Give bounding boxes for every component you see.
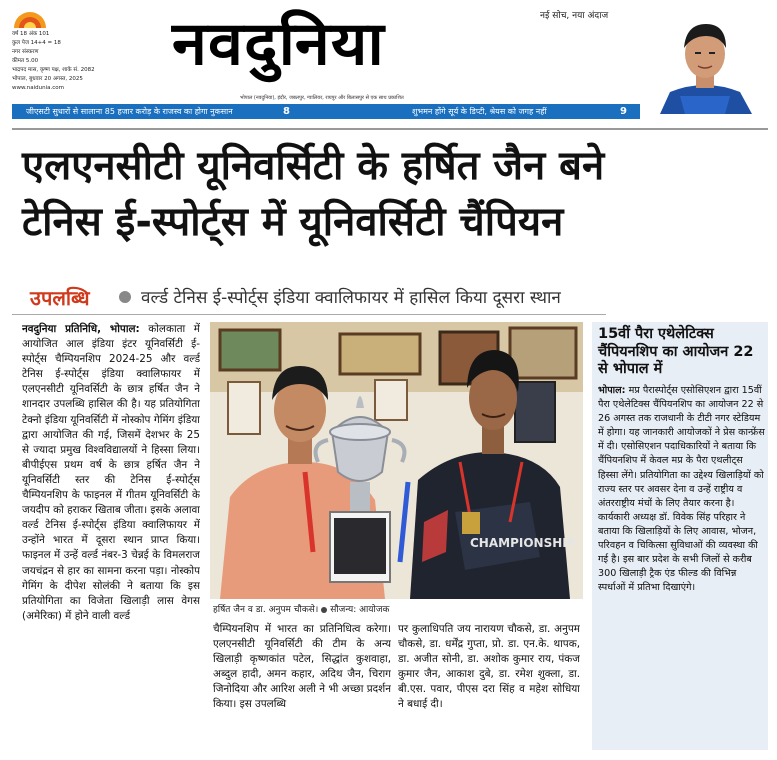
- article-column-2: चैम्पियनशिप में भारत का प्रतिनिधित्व करेगा। एलएनसीटी यूनिवर्सिटी की टीम के अन्य खिलाड़ी कृष्णकांत पटेल, सिद्धांत कुशवाहा, अब्दुल हादी, अमन कहार, अदिथ जैन, चिराग जिनोदिया और आरिश अली ने भी अच्छा प्रदर्शन किया। इस उपलब्धि: [213, 623, 391, 711]
- bullet-icon: [119, 291, 131, 303]
- photo-credit: सौजन्य: आयोजक: [330, 605, 390, 615]
- article-text: कोलकाता में आयोजित आल इंडिया इंटर यूनिवर्सिटी ई-स्पोर्ट्स चैम्पियनशिप 2024-25 और वर्ल्ड टेनिस ई-स्पोर्ट्स इंडिया क्वालिफायर में एलएनसीटी यूनिवर्सिटी के छात्र हर्षित जैन ने शानदार उपलब्धि हासिल की है। यह प्रतियोगिता टेक्नो इंडिया यूनिवर्सिटी में नोस्कोप गेमिंग इंडिया द्वारा आयोजित की गई, जिसमें देशभर के 25 से ज्यादा प्रमुख विश्वविद्यालयों ने हिस्सा लिया। बीपीईएस प्रथम वर्ष के छात्र हर्षित जैन ने यूनिवर्सिटी स्तर की टेनिस ई-स्पोर्ट्स चैम्पियनशिप के फाइनल में गीतम यूनिवर्सिटी के जयदीप को हराकर खिताब जीता। इसके अलावा वर्ल्ड टेनिस ई-स्पोर्ट्स इंडिया क्वालिफायर में उन्होंने भारत में दूसरा स्थान प्राप्त किया। फाइनल में उन्हें वर्ल्ड नंबर-3 चेन्नई के विमलराज जयचंद्रन से हार का सामना करना पड़ा। नोस्कोप गेमिंग के दीपेश सोलंकी ने बताया कि इस प्रतियोगिता का विजेता खिलाड़ी लास वेगस (अमेरिका) में होने वाली वर्ल्ड: [22, 323, 200, 622]
- website-url: www.naidunia.com: [12, 85, 64, 91]
- kicker-label: उपलब्धि: [30, 286, 90, 310]
- photo-caption: [213, 602, 389, 615]
- article-dateline: नवदुनिया प्रतिनिधि, भोपाल:: [22, 323, 140, 335]
- edition-line: नगर संस्करण: [12, 49, 39, 55]
- masthead-divider: [12, 128, 768, 130]
- edition-line: भाद्रपद मास, कृष्ण पक्ष, शाके सं. 2082: [12, 67, 95, 73]
- edition-info: [12, 30, 162, 93]
- sidebar-dateline: भोपाल:: [598, 385, 626, 396]
- edition-line: कीमत 5.00: [12, 58, 39, 64]
- publisher-line: भोपाल (नवदुनिया), इंदौर, जबलपुर, ग्वालियर, रायपुर और बिलासपुर से एक साथ प्रकाशित: [240, 95, 404, 101]
- sidebar-story: [592, 322, 768, 750]
- ticker-headline-left[interactable]: जीएसटी सुधारों से सालाना 85 हजार करोड़ के राजस्व का होगा नुकसान: [26, 107, 233, 116]
- main-headline: [22, 138, 762, 250]
- sidebar-body: [598, 384, 766, 595]
- ticker-page-right: 9: [620, 106, 627, 117]
- ticker-headline-right[interactable]: शुभमन होंगे सूर्य के डिप्टी, श्रेयस को जगह नहीं: [412, 107, 547, 116]
- sidebar-text: मप्र पैरास्पोर्ट्स एसोसिएशन द्वारा 15वीं पैरा एथेलेटिक्स चैंपियनशिप का आयोजन 22 से 26 अगस्त तक राजधानी के टीटी नगर स्टेडियम में होगा। यह जानकारी आयोजकों ने प्रेस कान्फ्रेंस में दी। एसोसिएशन पदाधिकारियों ने बताया कि चैंपियनशिप में केवल मप्र के पैरा एथलीट्स हिस्सा लेंगे। प्रतियोगिता का उद्देश्य खिलाड़ियों को राज्य स्तर पर अवसर देना व उन्हें राष्ट्रीय व अंतरराष्ट्रीय मंचों के लिए तैयार करना है। कार्यकारी अध्यक्ष डॉ. विवेक सिंह परिहार ने बताया कि खिलाड़ियों के लिए आवास, भोजन, परिवहन व चिकित्सा सुविधाओं की व्यवस्था की गई है। इस बार प्रदेश के सभी जिलों से करीब 300 खिलाड़ी ट्रैक एंड फील्ड की विभिन्न स्पर्धाओं में प्रतिभा दिखाएंगे।: [598, 385, 765, 594]
- article-photo: [210, 322, 583, 599]
- kicker-subheadline: वर्ल्ड टेनिस ई-स्पोर्ट्स इंडिया क्वालिफायर में हासिल किया दूसरा स्थान: [141, 288, 561, 308]
- shirt-print-text: CHAMPIONSHIP: [470, 536, 576, 550]
- kicker-rule: [12, 314, 606, 315]
- sun-logo-icon: [12, 8, 48, 28]
- headline-line-2: टेनिस ई-स्पोर्ट्स में यूनिवर्सिटी चैंपियन: [22, 199, 564, 245]
- edition-line: कुल पेज 14+4 = 18: [12, 40, 61, 46]
- edition-line: वर्ष 18 अंक 101: [12, 31, 50, 37]
- caption-text: हर्षित जैन व डा. अनुपम चौकसे।: [213, 605, 319, 615]
- article-column-3: पर कुलाधिपति जय नारायण चौकसे, डा. अनुपम चौकसे, डा. धर्मेंद्र गुप्ता, प्रो. डा. एन.के. थापक, डा. अजीत सोनी, डा. अशोक कुमार राय, पंकज कुमार जैन, आकाश दुबे, डा. रमेश शुक्ला, डा. बी.एस. पवार, पीएस दरा सिंह व महेश सोधिया ने बधाई दी।: [398, 623, 580, 711]
- article-column-1: [22, 322, 200, 747]
- news-ticker: [12, 104, 640, 119]
- cricketer-photo: [640, 8, 770, 114]
- headline-line-1: एलएनसीटी यूनिवर्सिटी के हर्षित जैन बने: [22, 143, 605, 189]
- ticker-page-left: 8: [283, 106, 290, 117]
- newspaper-logo: नवदुनिया: [172, 9, 385, 79]
- tagline: नई सोच, नया अंदाज: [540, 11, 609, 21]
- edition-line: भोपाल, बुधवार 20 अगस्त, 2025: [12, 76, 83, 82]
- sidebar-headline: 15वीं पैरा एथेलेटिक्स चैंपियनशिप का आयोजन 22 से भोपाल में: [598, 326, 754, 377]
- separator-dot-icon: [321, 607, 327, 613]
